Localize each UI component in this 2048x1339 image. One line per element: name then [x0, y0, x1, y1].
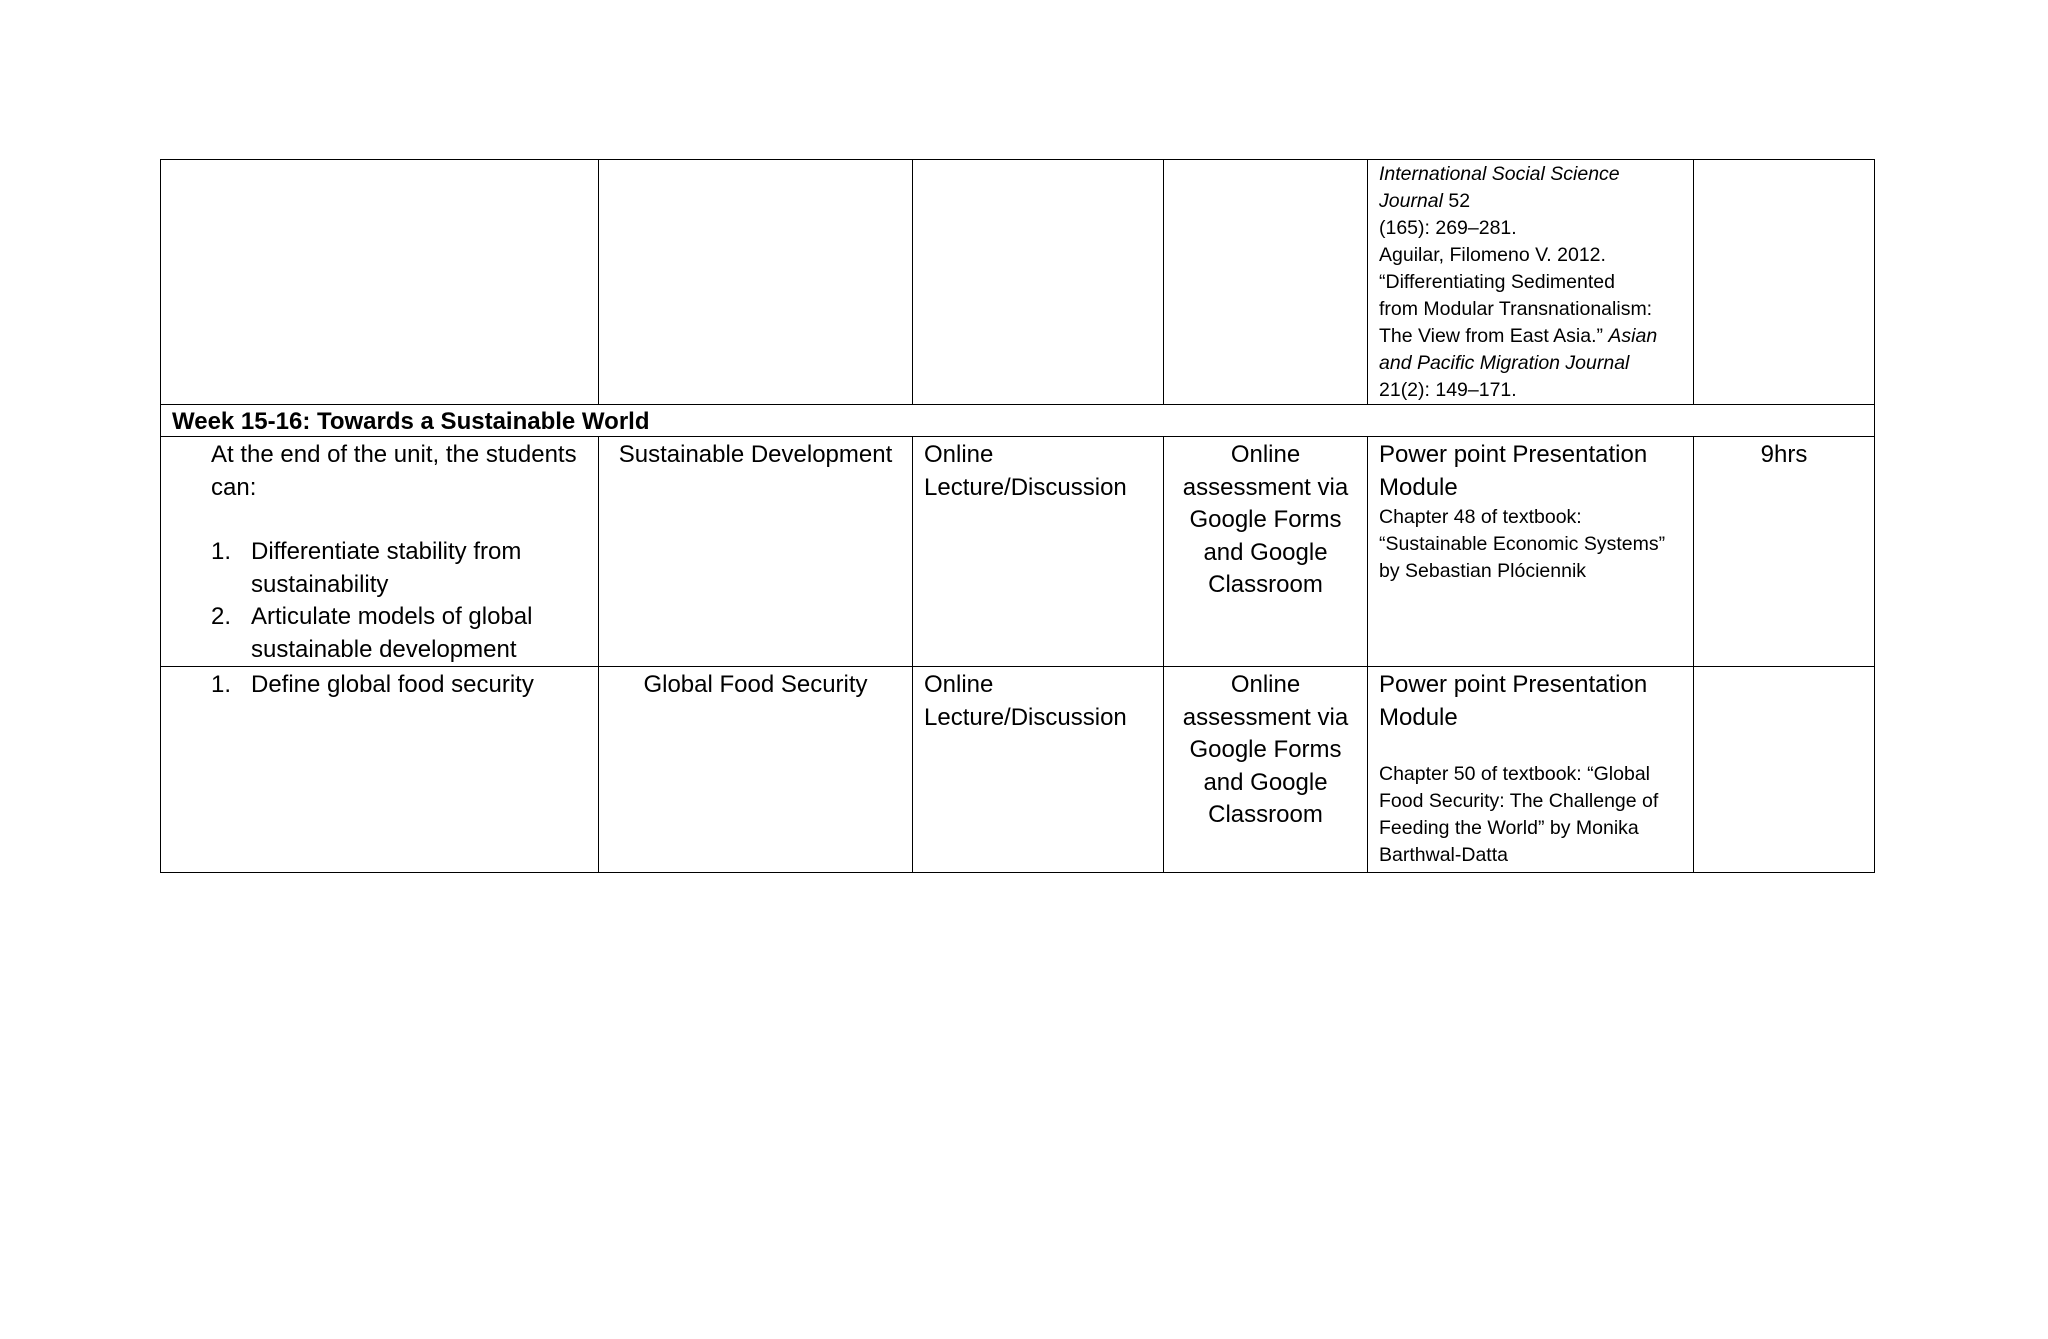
reference-line: (165): 269–281.	[1379, 217, 1517, 239]
objectives-list	[211, 536, 578, 666]
reference-line: “Differentiating Sedimented	[1379, 271, 1615, 293]
list-item: 1. Differentiate stability from sustainability	[211, 538, 522, 598]
table-row	[161, 437, 1875, 667]
table-row	[161, 667, 1875, 873]
references-cell	[1368, 160, 1694, 405]
resource-detail: Chapter 50 of textbook: “Global Food Security: The Challenge of Feeding the World” by Monika Barthwal-Datta	[1379, 763, 1659, 866]
objectives-cell	[161, 160, 599, 405]
reference-line: and Pacific Migration Journal	[1379, 352, 1630, 374]
reference-line: Aguilar, Filomeno V. 2012.	[1379, 244, 1606, 266]
assessment-cell: Online assessment via Google Forms and Google Classroom	[1164, 667, 1368, 873]
reference-line: Journal 52	[1379, 190, 1471, 212]
topic-cell: Global Food Security	[599, 667, 913, 873]
list-item: 1. Define global food security	[211, 671, 534, 698]
objectives-list	[211, 669, 578, 702]
objectives-intro: At the end of the unit, the students can:	[211, 441, 577, 501]
objectives-cell	[161, 667, 599, 873]
resource-detail: Chapter 48 of textbook: “Sustainable Economic Systems” by Sebastian Plóciennik	[1379, 506, 1666, 582]
reference-row	[161, 160, 1875, 405]
tla-cell: Online Lecture/Discussion	[913, 437, 1164, 667]
time-cell: 9hrs	[1694, 437, 1875, 667]
tla-cell: Online Lecture/Discussion	[913, 667, 1164, 873]
topic-cell: Sustainable Development	[599, 437, 913, 667]
reference-line: from Modular Transnationalism:	[1379, 298, 1653, 320]
objectives-cell	[161, 437, 599, 667]
resource-main: Power point Presentation Module	[1379, 441, 1648, 501]
reference-line: 21(2): 149–171.	[1379, 379, 1517, 401]
time-cell	[1694, 667, 1875, 873]
reference-line: International Social Science	[1379, 163, 1620, 185]
syllabus-table	[160, 159, 1875, 873]
topic-cell	[599, 160, 913, 405]
week-header-row	[161, 405, 1875, 437]
resources-cell	[1368, 667, 1694, 873]
week-header: Week 15-16: Towards a Sustainable World	[161, 405, 1875, 437]
time-cell	[1694, 160, 1875, 405]
assessment-cell: Online assessment via Google Forms and Google Classroom	[1164, 437, 1368, 667]
resources-cell	[1368, 437, 1694, 667]
assessment-cell	[1164, 160, 1368, 405]
reference-line: The View from East Asia.” Asian	[1379, 325, 1658, 347]
resource-main: Power point Presentation Module	[1379, 671, 1648, 731]
tla-cell	[913, 160, 1164, 405]
list-item: 2. Articulate models of global sustainable development	[211, 603, 533, 663]
